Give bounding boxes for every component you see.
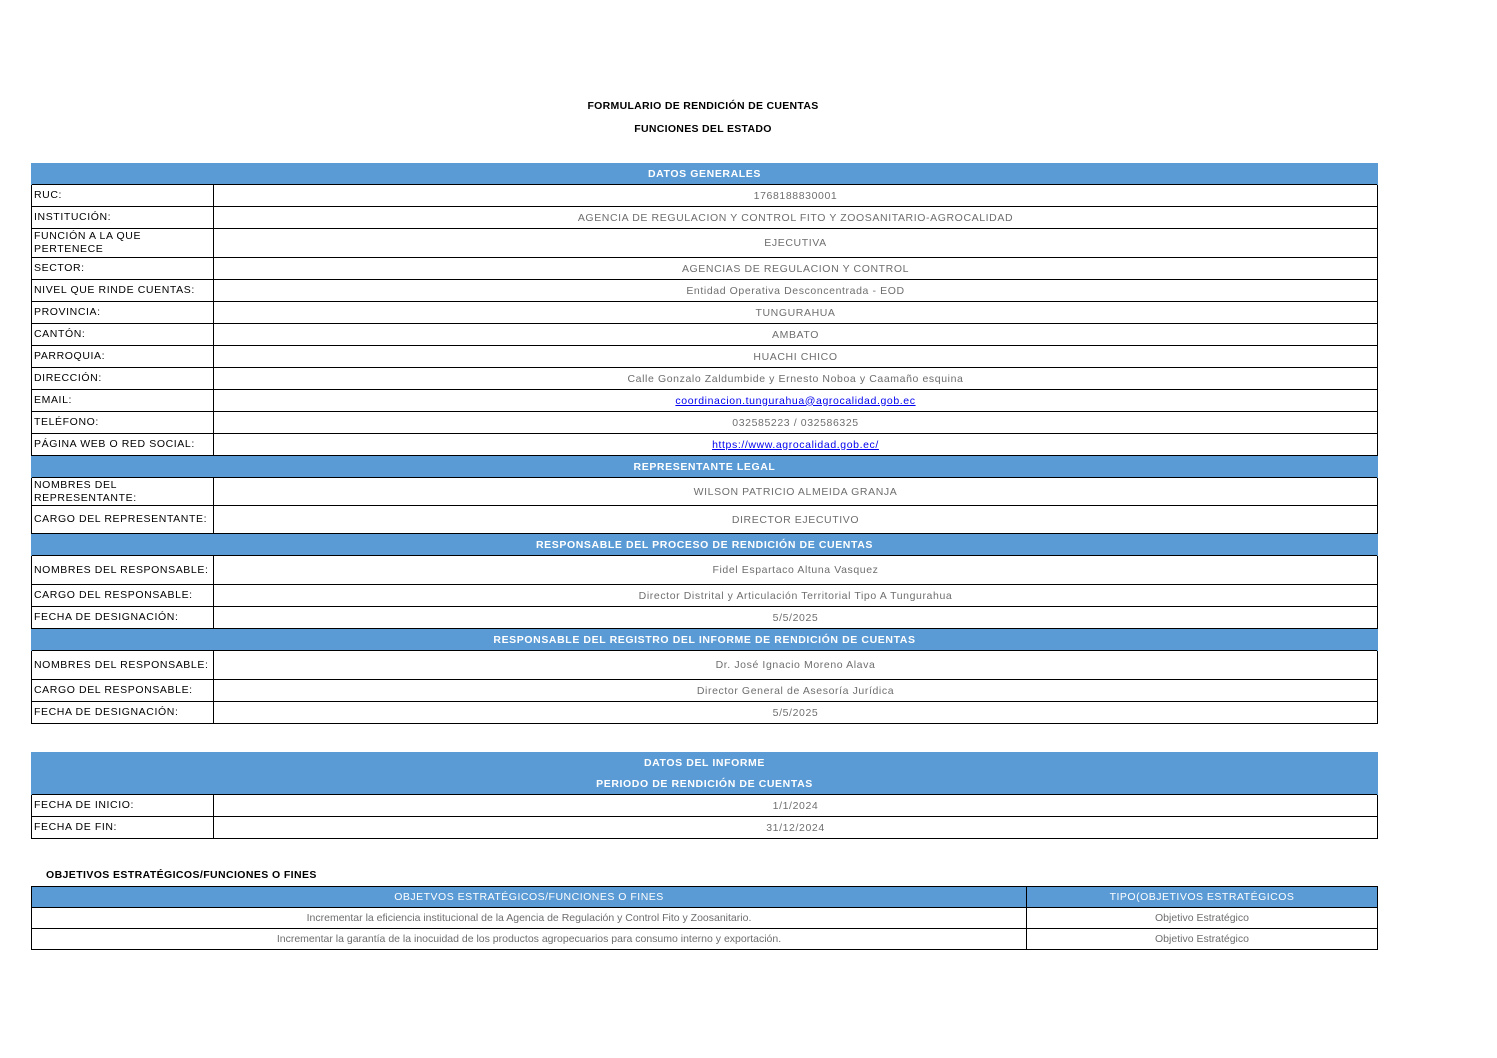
web-cell: [214, 434, 1378, 456]
proceso-fecha-label: FECHA DE DESIGNACIÓN:: [32, 607, 214, 629]
proceso-nombres-label: NOMBRES DEL RESPONSABLE:: [32, 556, 214, 585]
objective-cell: Incrementar la eficiencia institucional de la Agencia de Regulación y Control Fito y Zoosanitario.: [32, 908, 1027, 929]
telefono-label: TELÉFONO:: [32, 412, 214, 434]
canton-value: AMBATO: [214, 324, 1378, 346]
form-title: FORMULARIO DE RENDICIÓN DE CUENTAS: [587, 100, 819, 112]
general-data-table: [31, 163, 1378, 724]
table-row: [32, 908, 1378, 929]
sector-value: AGENCIAS DE REGULACION Y CONTROL: [214, 258, 1378, 280]
section-heading-representante: REPRESENTANTE LEGAL: [32, 456, 1378, 478]
web-label: PÁGINA WEB O RED SOCIAL:: [32, 434, 214, 456]
provincia-value: TUNGURAHUA: [214, 302, 1378, 324]
sector-label: SECTOR:: [32, 258, 214, 280]
proceso-cargo-label: CARGO DEL RESPONSABLE:: [32, 585, 214, 607]
email-link[interactable]: coordinacion.tungurahua@agrocalidad.gob.ec: [675, 394, 916, 407]
section-heading-periodo: PERIODO DE RENDICIÓN DE CUENTAS: [32, 773, 1378, 795]
fecha-inicio-label: FECHA DE INICIO:: [32, 795, 214, 817]
registro-fecha-label: FECHA DE DESIGNACIÓN:: [32, 702, 214, 724]
canton-label: CANTÓN:: [32, 324, 214, 346]
registro-nombres-value: Dr. José Ignacio Moreno Alava: [214, 651, 1378, 680]
objectives-section-title: OBJETIVOS ESTRATÉGICOS/FUNCIONES O FINES: [46, 869, 317, 881]
section-heading-responsable-registro: RESPONSABLE DEL REGISTRO DEL INFORME DE RENDICIÓN DE CUENTAS: [32, 629, 1378, 651]
funcion-value: EJECUTIVA: [214, 229, 1378, 258]
ruc-value: 1768188830001: [214, 185, 1378, 207]
provincia-label: PROVINCIA:: [32, 302, 214, 324]
registro-cargo-label: CARGO DEL RESPONSABLE:: [32, 680, 214, 702]
parroquia-label: PARROQUIA:: [32, 346, 214, 368]
representante-nombres-value: WILSON PATRICIO ALMEIDA GRANJA: [214, 478, 1378, 506]
objective-type-cell: Objetivo Estratégico: [1027, 908, 1378, 929]
nivel-value: Entidad Operativa Desconcentrada - EOD: [214, 280, 1378, 302]
section-heading-datos-informe: DATOS DEL INFORME: [32, 752, 1378, 773]
proceso-cargo-value: Director Distrital y Articulación Territorial Tipo A Tungurahua: [214, 585, 1378, 607]
registro-cargo-value: Director General de Asesoría Jurídica: [214, 680, 1378, 702]
registro-fecha-value: 5/5/2025: [214, 702, 1378, 724]
report-data-table: [31, 752, 1378, 839]
objectives-table: [31, 886, 1378, 950]
section-heading-responsable-proceso: RESPONSABLE DEL PROCESO DE RENDICIÓN DE CUENTAS: [32, 534, 1378, 556]
telefono-value: 032585223 / 032586325: [214, 412, 1378, 434]
registro-nombres-label: NOMBRES DEL RESPONSABLE:: [32, 651, 214, 680]
direccion-value: Calle Gonzalo Zaldumbide y Ernesto Noboa y Caamaño esquina: [214, 368, 1378, 390]
nivel-label: NIVEL QUE RINDE CUENTAS:: [32, 280, 214, 302]
type-column-header: TIPO(OBJETIVOS ESTRATÉGICOS: [1027, 887, 1378, 908]
proceso-fecha-value: 5/5/2025: [214, 607, 1378, 629]
parroquia-value: HUACHI CHICO: [214, 346, 1378, 368]
form-subtitle: FUNCIONES DEL ESTADO: [634, 123, 772, 135]
web-link[interactable]: https://www.agrocalidad.gob.ec/: [712, 438, 879, 451]
institucion-label: INSTITUCIÓN:: [32, 207, 214, 229]
email-cell: [214, 390, 1378, 412]
direccion-label: DIRECCIÓN:: [32, 368, 214, 390]
proceso-nombres-value: Fidel Espartaco Altuna Vasquez: [214, 556, 1378, 585]
objectives-column-header: OBJETVOS ESTRATÉGICOS/FUNCIONES O FINES: [32, 887, 1027, 908]
section-heading-datos-generales: DATOS GENERALES: [32, 163, 1378, 185]
representante-cargo-value: DIRECTOR EJECUTIVO: [214, 506, 1378, 534]
representante-nombres-label: NOMBRES DEL REPRESENTANTE:: [32, 478, 214, 506]
funcion-label: FUNCIÓN A LA QUE PERTENECE: [32, 229, 214, 258]
table-row: [32, 929, 1378, 950]
email-label: EMAIL:: [32, 390, 214, 412]
ruc-label: RUC:: [32, 185, 214, 207]
fecha-fin-label: FECHA DE FIN:: [32, 817, 214, 839]
institucion-value: AGENCIA DE REGULACION Y CONTROL FITO Y ZOOSANITARIO-AGROCALIDAD: [214, 207, 1378, 229]
fecha-fin-value: 31/12/2024: [214, 817, 1378, 839]
objective-type-cell: Objetivo Estratégico: [1027, 929, 1378, 950]
fecha-inicio-value: 1/1/2024: [214, 795, 1378, 817]
objective-cell: Incrementar la garantía de la inocuidad de los productos agropecuarios para consumo interno y exportación.: [32, 929, 1027, 950]
representante-cargo-label: CARGO DEL REPRESENTANTE:: [32, 506, 214, 534]
